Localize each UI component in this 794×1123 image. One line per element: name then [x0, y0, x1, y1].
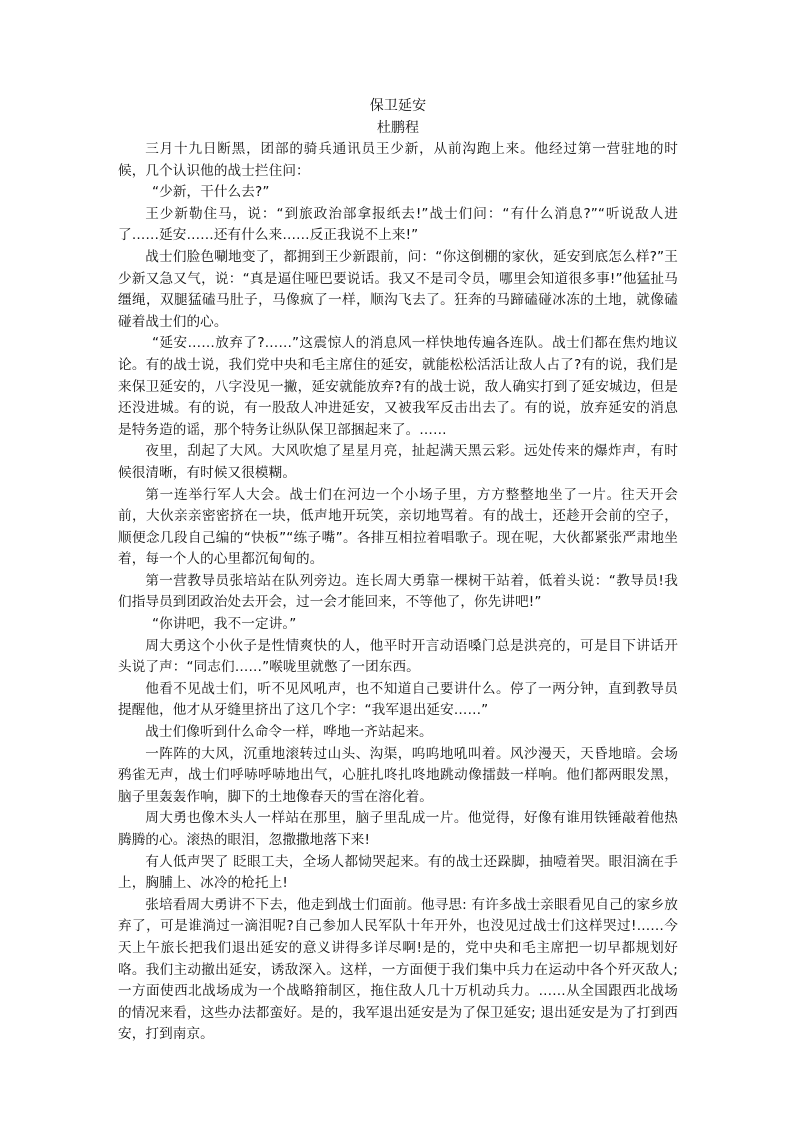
document-author: 杜鹏程: [376, 120, 420, 136]
paragraph: “少新，干什么去?”: [152, 184, 270, 201]
paragraph: 第一营教导员张培站在队列旁边。连长周大勇靠一棵树干站着，低着头说：“教导员!我们指导员到团政治处去开会，过一会才能回来，不等他了，你先讲吧!”: [118, 572, 678, 611]
document-title: 保卫延安: [369, 98, 427, 114]
paragraph: 三月十九日断黑，团部的骑兵通讯员王少新，从前沟跑上来。他经过第一营驻地的时候，几个认识他的战士拦住问：: [118, 141, 678, 179]
paragraph: 周大勇这个小伙子是性情爽快的人，他平时开言动语嗓门总是洪亮的，可是目下讲话开头说了声：“同志们……”喉咙里就憋了一团东西。: [118, 637, 678, 676]
paragraph: 周大勇也像木头人一样站在那里，脑子里乱成一片。他觉得，好像有谁用铁锤敲着他热腾腾的心。滚热的眼泪，忽撒撒地落下来!: [118, 810, 678, 848]
paragraph: 战士们像听到什么命令一样，哗地一齐站起来。: [145, 724, 433, 741]
paragraph: 有人低声哭了 眨眼工夫，全场人都恸哭起来。有的战士还跺脚，抽噎着哭。眼泪滴在手上，胸脯上、冰冷的枪托上!: [118, 853, 678, 892]
paragraph: 张培看周大勇讲不下去，他走到战士们面前。他寻思: 有许多战士亲眼看见自己的家乡放弃了，可是谁淌过一滴泪呢?自己参加人民军队十年开外，也没见过战士们这样哭过!……今天上午旅长把我们退出延安的意义讲得多详尽啊!是的，党中央和毛主席把一切早都规划好咯。我们主动撤出延安，诱敌深入。这样，一方面便于我们集中兵力在运动中各个歼灭敌人;一方面使西北战场成为一个战略箝制区，拖住敌人几十万机动兵力。……从全国跟西北战场的情况来看，这些办法都蛮好。是的，我军退出延安是为了保卫延安; 退出延安是为了打到西安，打到南京。: [118, 896, 678, 1043]
paragraph: 王少新勒住马，说：“到旅政治部拿报纸去!”战士们问：“有什么消息?”“听说敌人进了……延安……还有什么来……反正我说不上来!”: [118, 205, 678, 244]
paragraph: 夜里，刮起了大风。大风吹熄了星星月亮，扯起满天黑云彩。远处传来的爆炸声，有时候很清晰，有时候又很模糊。: [118, 443, 678, 481]
paragraph: “你讲吧，我不一定讲。”: [152, 616, 297, 633]
document-page: [118, 95, 678, 1046]
paragraph: 他看不见战士们，听不见风吼声，也不知道自己要讲什么。停了一两分钟，直到教导员提醒他，他才从牙缝里挤出了这几个字：“我军退出延安……”: [118, 680, 678, 719]
paragraph: 一阵阵的大风，沉重地滚转过山头、沟渠，呜呜地吼叫着。风沙漫天，天昏地暗。会场鸦雀无声，战士们呼哧呼哧地出气，心脏扎咚扎咚地跳动像擂鼓一样响。他们都两眼发黑，脑子里轰轰作响，脚下的土地像春天的雪在溶化着。: [118, 745, 678, 805]
paragraph: “延安……放弃了?……”这震惊人的消息风一样快地传遍各连队。战士们都在焦灼地议论。有的战士说，我们党中央和毛主席住的延安，就能松松活活让敌人占了?有的说，我们是来保卫延安的，八字没见一撇，延安就能放弃?有的战士说，敌人确实打到了延安城边，但是还没进城。有的说，有一股敌人冲进延安，又被我军反击出去了。有的说，放弃延安的消息是特务造的谣，那个特务让纵队保卫部捆起来了。……: [118, 335, 678, 438]
paragraph: 战士们脸色唰地变了，都拥到王少新跟前，问：“你这倒棚的家伙，延安到底怎么样?”王少新又急又气，说：“真是逼住哑巴要说话。我又不是司令员，哪里会知道很多事!”他猛扯马缰绳，双腿猛磕马肚子，马像疯了一样，顺沟飞去了。狂奔的马蹄磕碰冰冻的土地，就像磕碰着战士们的心。: [118, 248, 678, 330]
paragraph: 第一连举行军人大会。战士们在河边一个小场子里，方方整整地坐了一片。往天开会前，大伙亲亲密密挤在一块，低声地开玩笑，亲切地骂着。有的战士，还趁开会前的空子，顺便念几段自己编的“快板”“练子嘴”。各排互相拉着唱歌子。现在呢，大伙都紧张严肃地坐着，每一个人的心里都沉甸甸的。: [118, 486, 678, 568]
